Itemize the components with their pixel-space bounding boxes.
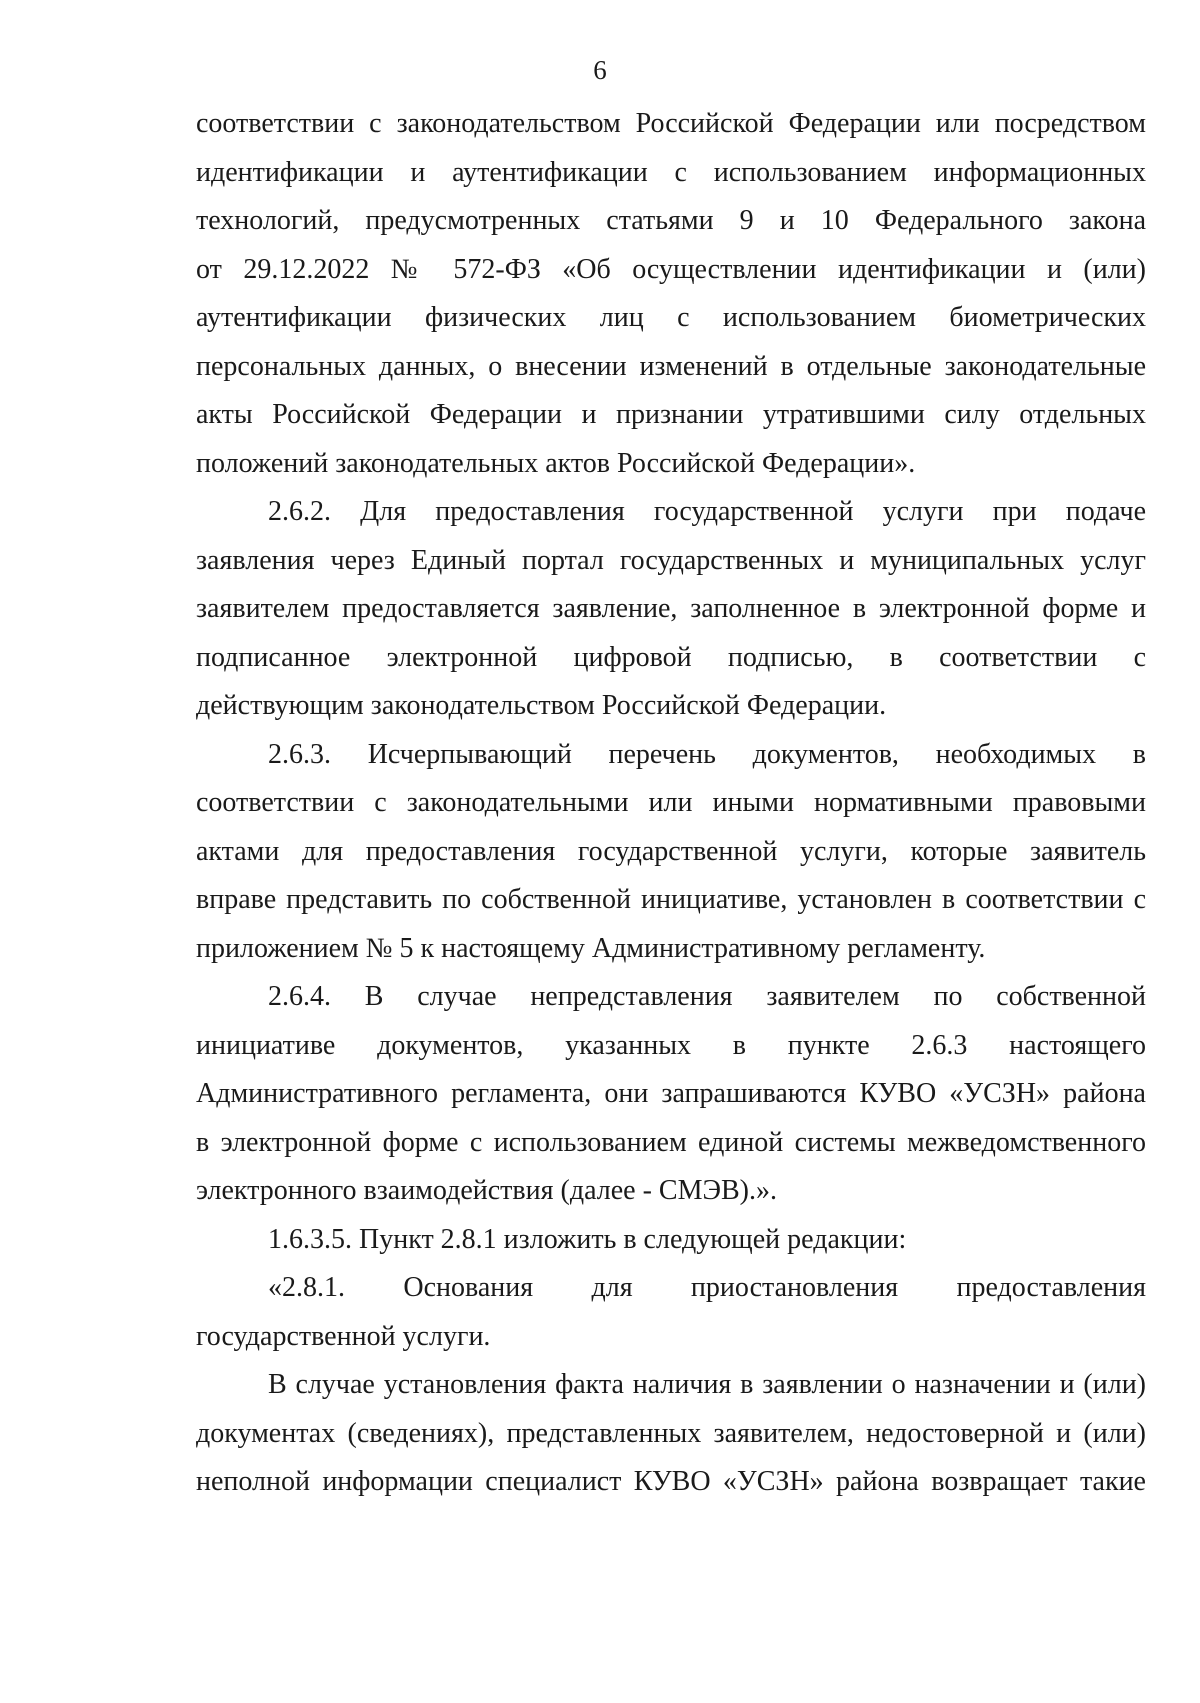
paragraph-continuation <box>196 100 1146 488</box>
text-line: подписанное электронной цифровой подписью, в соответствии с <box>196 641 1146 673</box>
text-line: идентификации и аутентификации с использованием информационных <box>196 156 1146 188</box>
paragraph-suspension-case <box>196 1361 1146 1507</box>
text-line: заявления через Единый портал государственных и муниципальных услуг <box>196 544 1146 576</box>
text-line: действующим законодательством Российской Федерации. <box>196 690 887 721</box>
text-line: приложением № 5 к настоящему Административному регламенту. <box>196 932 986 964</box>
page-number: 6 <box>593 55 607 85</box>
text-line: акты Российской Федерации и признании утратившими силу отдельных <box>196 399 1146 430</box>
text-line: аутентификации физических лиц с использованием биометрических <box>196 302 1146 333</box>
text-line: заявителем предоставляется заявление, заполненное в электронной форме и <box>196 593 1146 624</box>
text-line: в электронной форме с использованием единой системы межведомственного <box>196 1126 1146 1158</box>
paragraph-1-6-3-5 <box>196 1216 1146 1265</box>
text-line: 1.6.3.5. Пункт 2.8.1 изложить в следующей редакции: <box>268 1223 907 1255</box>
text-line: электронного взаимодействия (далее - СМЭВ).». <box>196 1175 777 1206</box>
text-line: соответствии с законодательными или иными нормативными правовыми <box>196 787 1146 818</box>
text-line: актами для предоставления государственной услуги, которые заявитель <box>196 835 1146 867</box>
text-line: персональных данных, о внесении изменений в отдельные законодательные <box>196 350 1146 382</box>
paragraph-2-6-4 <box>196 973 1146 1216</box>
text-line: 2.6.2. Для предоставления государственной услуги при подаче <box>268 496 1146 527</box>
text-line: от 29.12.2022 № 572-ФЗ «Об осуществлении идентификации и (или) <box>196 253 1146 285</box>
paragraph-2-8-1 <box>196 1264 1146 1361</box>
text-line: положений законодательных актов Российской Федерации». <box>196 447 916 479</box>
text-line: вправе представить по собственной инициативе, установлен в соответствии с <box>196 884 1146 915</box>
text-line: Административного регламента, они запрашиваются КУВО «УСЗН» района <box>196 1078 1146 1109</box>
text-line: соответствии с законодательством Российской Федерации или посредством <box>196 108 1146 139</box>
text-line: «2.8.1. Основания для приостановления предоставления <box>268 1272 1146 1303</box>
text-line: технологий, предусмотренных статьями 9 и 10 Федерального закона <box>196 205 1146 236</box>
text-line: государственной услуги. <box>196 1320 491 1352</box>
text-line: неполной информации специалист КУВО «УСЗН» района возвращает такие <box>196 1466 1146 1497</box>
text-line: 2.6.3. Исчерпывающий перечень документов, необходимых в <box>268 738 1146 770</box>
text-line: 2.6.4. В случае непредставления заявителем по собственной <box>268 981 1146 1012</box>
text-line: В случае установления факта наличия в заявлении о назначении и (или) <box>268 1369 1146 1400</box>
document-body <box>196 100 1146 1507</box>
paragraph-2-6-2 <box>196 488 1146 731</box>
paragraph-2-6-3 <box>196 731 1146 974</box>
text-line: документах (сведениях), представленных заявителем, недостоверной и (или) <box>196 1417 1146 1449</box>
text-line: инициативе документов, указанных в пункте 2.6.3 настоящего <box>196 1029 1146 1061</box>
